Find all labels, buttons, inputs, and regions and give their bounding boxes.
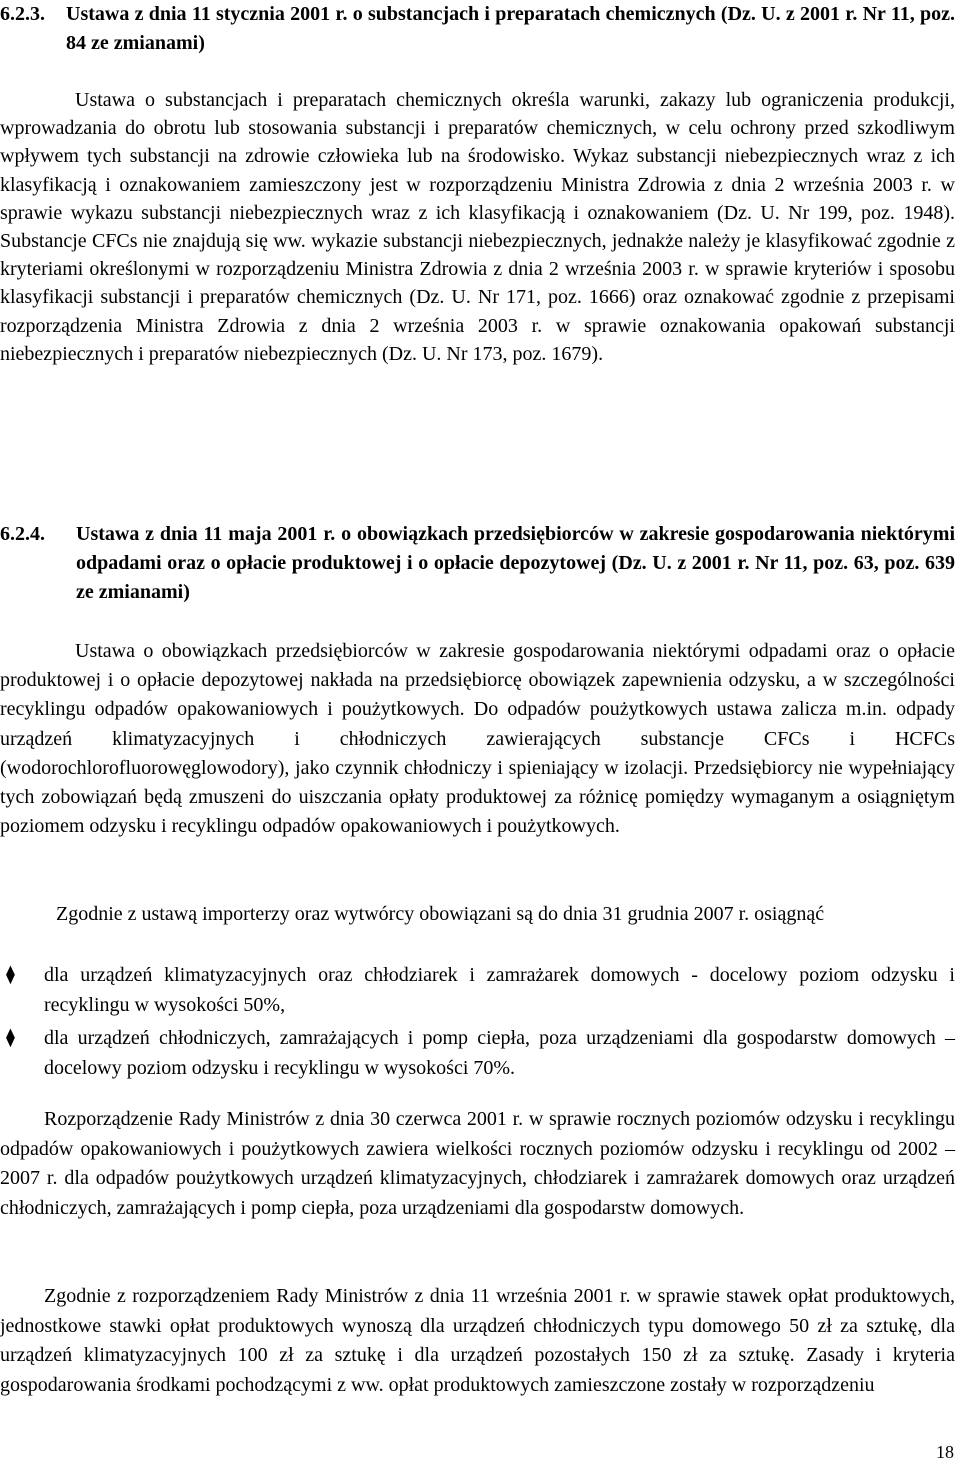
paragraph-council-regulation: Rozporządzenie Rady Ministrów z dnia 30 czerwca 2001 r. w sprawie rocznych poziomów odzysku i recyklingu odpadów opakowaniowych i poużytkowych zawiera wielkości rocznych poziomów odzysku i recyklingu od 2002 – 2007 r. dla odpadów poużytkowych urządzeń klimatyzacyjnych, chłodziarek i zamrażarek domowych oraz urządzeń chłodniczych, zamrażających i pomp ciepła, poza urządzeniami dla gospodarstw domowych. — [0, 1108, 955, 1219]
section-title: Ustawa z dnia 11 stycznia 2001 r. o substancjach i preparatach chemicznych (Dz. U. z 2001 r. Nr 11, poz. 84 ze zmianami) — [66, 3, 955, 54]
recovery-targets-list — [0, 960, 955, 1086]
diamond-bullet-icon: ⧫ — [6, 1027, 15, 1047]
section-number: 6.2.3. — [0, 3, 45, 25]
paragraph-product-fees: Zgodnie z rozporządzeniem Rady Ministrów z dnia 11 września 2001 r. w sprawie stawek opłat produktowych, jednostkowe stawki opłat produktowych wynoszą dla urządzeń chłodniczych typu domowego 50 zł za sztukę, dla urządzeń klimatyzacyjnych 100 zł za sztukę i dla urządzeń pozostałych 150 zł za sztukę. Zasady i kryteria gospodarowania środkami pochodzącymi z ww. opłat produktowych zamieszczone zostały w rozporządzeniu — [0, 1285, 955, 1396]
list-item — [0, 1023, 955, 1083]
paragraph-chemical-substances: Ustawa o substancjach i preparatach chemicznych określa warunki, zakazy lub ograniczenia produkcji, wprowadzania do obrotu lub stosowania substancji i preparatów chemicznych, w celu ochrony przed szkodliwym wpływem tych substancji na zdrowie człowieka lub na środowisko. Wykaz substancji niebezpiecznych wraz z ich klasyfikacją i oznakowaniem zamieszczony jest w rozporządzeniu Ministra Zdrowia z dnia 2 września 2003 r. w sprawie wykazu substancji niebezpiecznych wraz z ich klasyfikacją i oznakowaniem (Dz. U. Nr 199, poz. 1948). Substancje CFCs nie znajdują się ww. wykazie substancji niebezpiecznych, jednakże należy je klasyfikować zgodnie z kryteriami określonymi w rozporządzeniu Ministra Zdrowia z dnia 2 września 2003 r. w sprawie kryteriów i sposobu klasyfikacji substancji i preparatów chemicznych (Dz. U. Nr 171, poz. 1666) oraz oznakować zgodnie z przepisami rozporządzenia Ministra Zdrowia z dnia 2 września 2003 r. w sprawie oznakowania opakowań substancji niebezpiecznych i preparatów niebezpiecznych (Dz. U. Nr 173, poz. 1679). — [0, 89, 955, 365]
paragraph-waste-obligations: Ustawa o obowiązkach przedsiębiorców w zakresie gospodarowania niektórymi odpadami oraz o opłacie produktowej i o opłacie depozytowej nakłada na przedsiębiorcę obowiązek zapewnienia odzysku, a w szczególności recyklingu odpadów opakowaniowych i poużytkowych. Do odpadów poużytkowych ustawa zalicza m.in. odpady urządzeń klimatyzacyjnych i chłodniczych zawierających substancje CFCs i HCFCs (wodorochlorofluorowęglowodory), jako czynnik chłodniczy i spieniający w izolacji. Przedsiębiorcy nie wypełniający tych zobowiązań będą zmuszeni do uiszczania opłaty produktowej za różnicę pomiędzy wymaganym a osiągniętym poziomem odzysku i recyklingu odpadów opakowaniowych i poużytkowych. — [0, 640, 955, 838]
paragraph-recovery-targets-intro: Zgodnie z ustawą importerzy oraz wytwórcy obowiązani są do dnia 31 grudnia 2007 r. osiągnąć — [56, 903, 825, 925]
list-item — [0, 960, 955, 1020]
list-item-text: dla urządzeń klimatyzacyjnych oraz chłodziarek i zamrażarek domowych - docelowy poziom odzysku i recyklingu w wysokości 50%, — [44, 964, 955, 1016]
diamond-bullet-icon: ⧫ — [6, 964, 15, 984]
section-heading-6-2-3 — [0, 0, 955, 58]
page-number: 18 — [936, 1442, 954, 1462]
section-heading-6-2-4 — [0, 520, 955, 607]
section-title: Ustawa z dnia 11 maja 2001 r. o obowiązkach przedsiębiorców w zakresie gospodarowania niektórymi odpadami oraz o opłacie produktowej i o opłacie depozytowej (Dz. U. z 2001 r. Nr 11, poz. 63, poz. 639 ze zmianami) — [76, 523, 955, 603]
section-number: 6.2.4. — [0, 523, 45, 545]
list-item-text: dla urządzeń chłodniczych, zamrażających i pomp ciepła, poza urządzeniami dla gospodarstw domowych – docelowy poziom odzysku i recyklingu w wysokości 70%. — [44, 1027, 955, 1079]
